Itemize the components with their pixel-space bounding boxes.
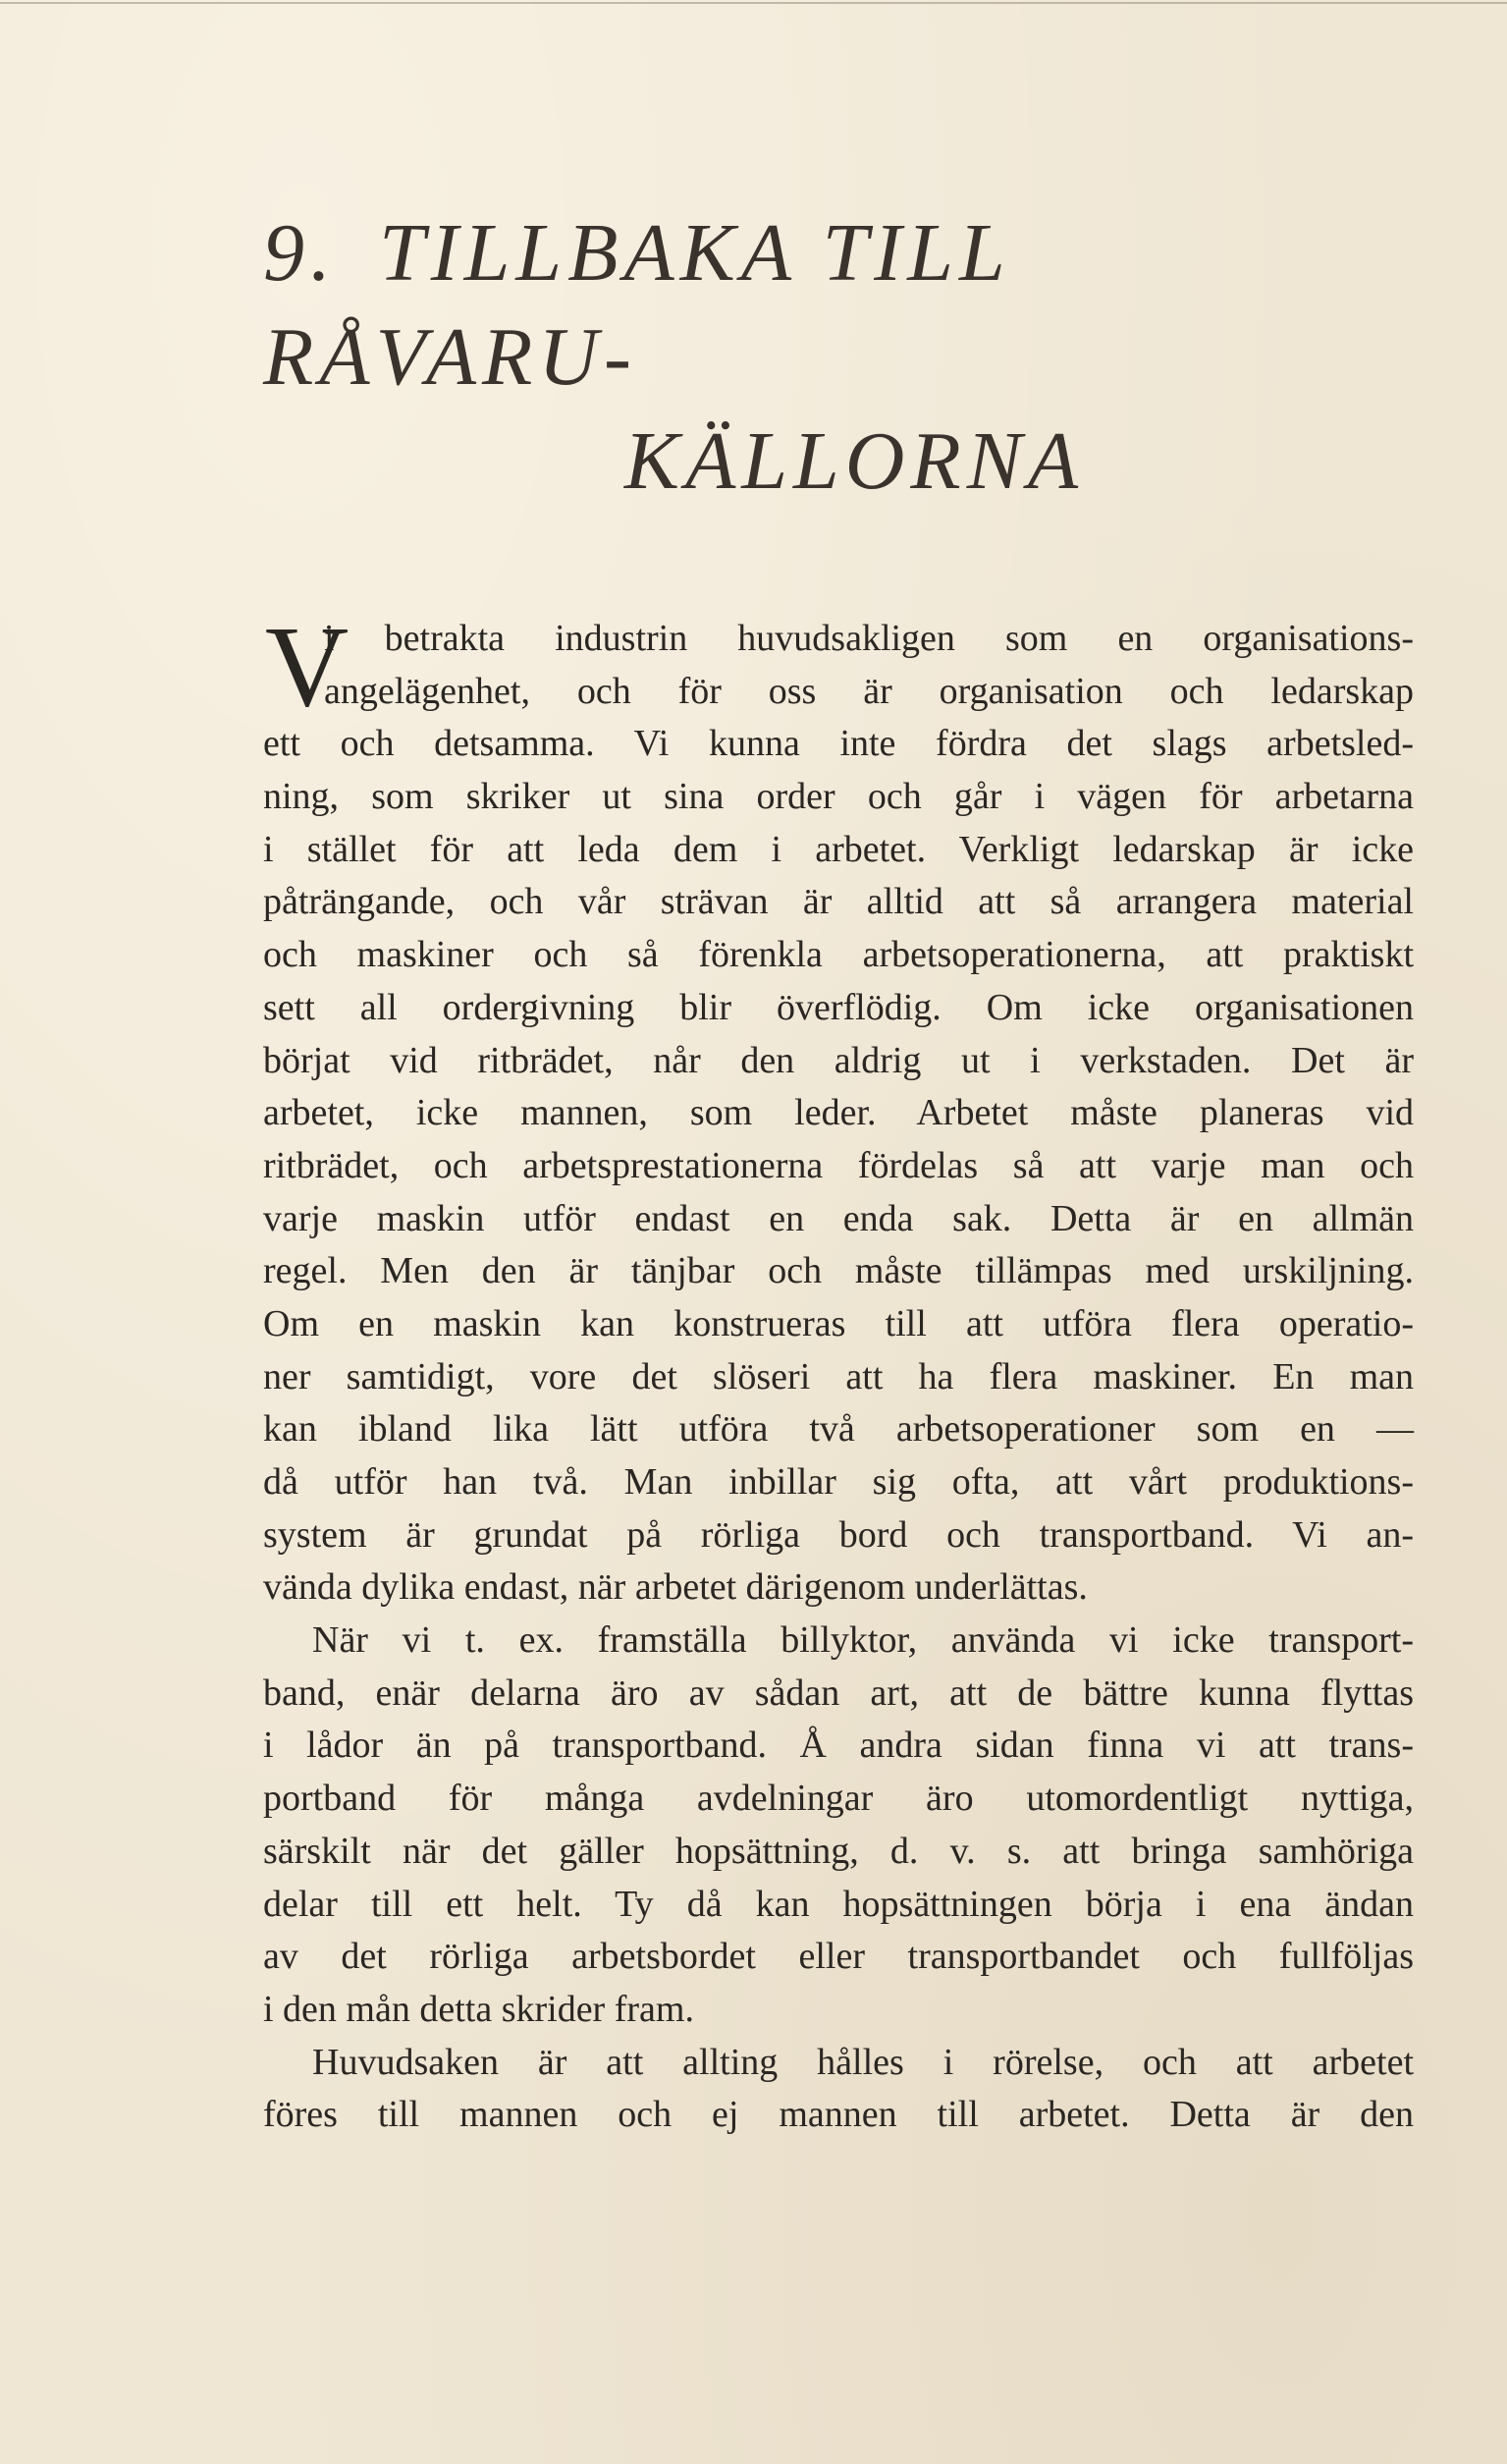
text-line: föres till mannen och ej mannen till arbetet. Detta är den <box>263 2094 1414 2136</box>
chapter-heading <box>263 201 1265 514</box>
text-line: i den mån detta skrider fram. <box>263 1988 694 2030</box>
text-line: börjat vid ritbrädet, når den aldrig ut i verkstaden. Det är <box>263 1039 1414 1081</box>
chapter-title-line-2: KÄLLORNA <box>624 415 1085 507</box>
text-line: system är grundat på rörliga bord och transportband. Vi an- <box>263 1513 1414 1556</box>
text-line: i betrakta industrin huvudsakligen som en organisations- <box>324 618 1414 659</box>
text-line: särskilt när det gäller hopsättning, d. v. s. att bringa samhöriga <box>263 1830 1414 1872</box>
body-text <box>263 613 1414 2142</box>
text-line: Huvudsaken är att allting hålles i rörelse, och att arbetet <box>312 2041 1414 2083</box>
text-line: ner samtidigt, vore det slöseri att ha flera maskiner. En man <box>263 1355 1414 1397</box>
text-line: kan ibland lika lätt utföra två arbetsoperationer som en — <box>263 1408 1414 1451</box>
text-line: angelägenhet, och för oss är organisation och ledarskap <box>324 670 1414 712</box>
text-line: sett all ordergivning blir överflödig. Om icke organisationen <box>263 986 1414 1028</box>
chapter-title-line-1: TILLBAKA TILL RÅVARU- <box>263 207 1010 403</box>
text-line: band, enär delarna äro av sådan art, att de bättre kunna flyttas <box>263 1671 1414 1714</box>
text-line: då utför han två. Man inbillar sig ofta, att vårt produktions- <box>263 1461 1414 1503</box>
text-line: arbetet, icke mannen, som leder. Arbetet måste planeras vid <box>263 1092 1414 1134</box>
drop-cap: V <box>265 602 350 731</box>
text-line: i stället för att leda dem i arbetet. Verkligt ledarskap är icke <box>263 828 1414 870</box>
text-line: varje maskin utför endast en enda sak. Detta är en allmän <box>263 1197 1414 1239</box>
text-line: påträngande, och vår strävan är alltid att så arrangera material <box>263 881 1414 923</box>
text-line: regel. Men den är tänjbar och måste tillämpas med urskiljning. <box>263 1250 1414 1292</box>
text-line: vända dylika endast, när arbetet därigenom underlättas. <box>263 1566 1088 1609</box>
chapter-number: 9. <box>263 207 337 299</box>
text-line: portband för många avdelningar äro utomordentligt nyttiga, <box>263 1778 1414 1820</box>
text-line: ritbrädet, och arbetsprestationerna fördelas så att varje man och <box>263 1144 1414 1186</box>
text-line: När vi t. ex. framställa billyktor, använda vi icke transport- <box>312 1619 1414 1662</box>
text-line: i lådor än på transportband. Å andra sidan finna vi att trans- <box>263 1725 1414 1767</box>
page-edge-rule <box>0 2 1507 4</box>
text-line: delar till ett helt. Ty då kan hopsättningen börja i ena ändan <box>263 1883 1414 1925</box>
text-line: och maskiner och så förenkla arbetsoperationerna, att praktiskt <box>263 934 1414 976</box>
text-line: ning, som skriker ut sina order och går i vägen för arbetarna <box>263 776 1414 818</box>
text-line: ett och detsamma. Vi kunna inte fördra det slags arbetsled- <box>263 723 1414 765</box>
text-line: Om en maskin kan konstrueras till att utföra flera operatio- <box>263 1302 1414 1344</box>
text-line: av det rörliga arbetsbordet eller transportbandet och fullföljas <box>263 1936 1414 1978</box>
